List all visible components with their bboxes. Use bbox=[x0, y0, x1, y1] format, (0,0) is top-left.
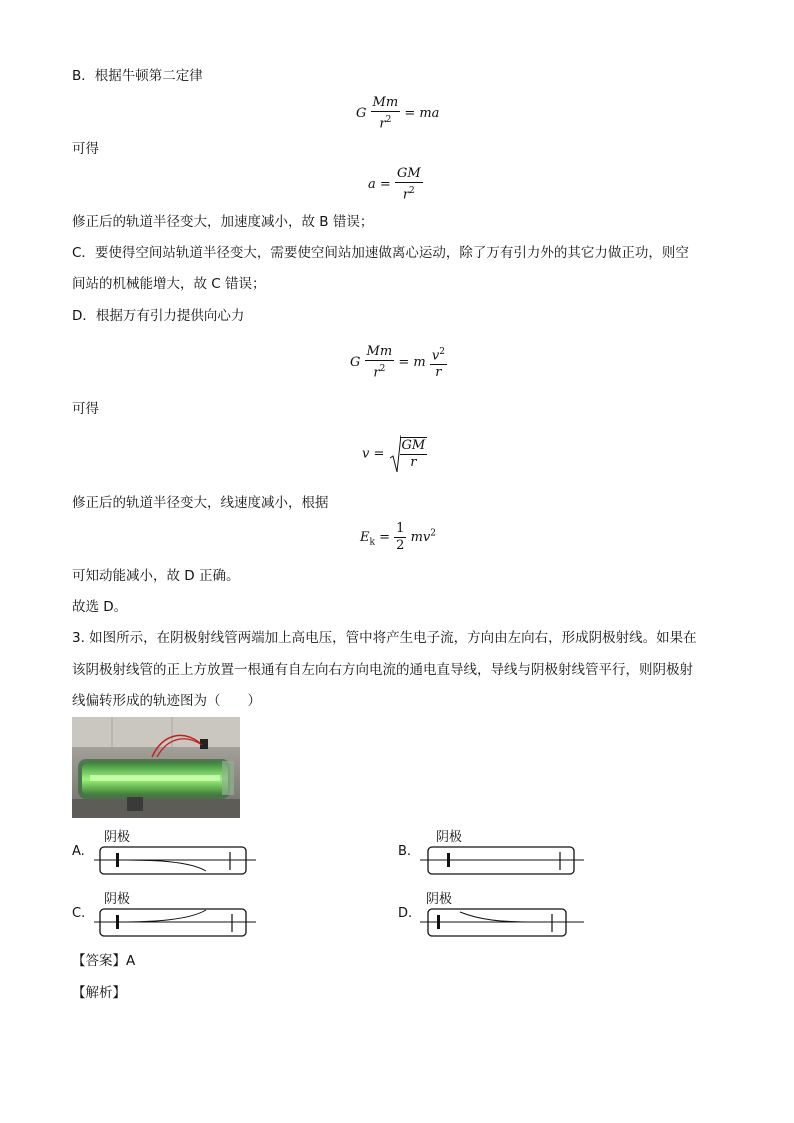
question-3-line-2: 该阴极射线管的正上方放置一根通有自左向右方向电流的通电直导线，导线与阴极射线管平行，则阴极射 bbox=[72, 662, 693, 678]
option-b-cathode-label: 阴极 bbox=[436, 830, 463, 845]
kede-text-2: 可得 bbox=[72, 401, 99, 417]
option-d-result: 可知动能减小，故 D 正确。 bbox=[72, 568, 240, 584]
option-b-tube-diagram[interactable] bbox=[420, 844, 584, 876]
fraction: $\frac{GM}{r^2}$ bbox=[396, 166, 421, 203]
option-c-line-2: 间站的机械能增大，故 C 错误； bbox=[72, 276, 266, 292]
formula-kinetic-energy: $E_k$ = $\frac{1}{2}$ $mv^2$ bbox=[360, 521, 436, 553]
analysis-heading: 【解析】 bbox=[72, 985, 126, 1001]
formula-centripetal-force: G $\frac{Mm}{r^2}$ = m $\frac{v^2}{r}$ bbox=[350, 344, 445, 381]
fraction: $\frac{1}{2}$ bbox=[396, 521, 405, 553]
option-d-label[interactable]: D. bbox=[398, 906, 413, 921]
option-d-tube-diagram[interactable] bbox=[420, 906, 584, 938]
fraction: $\frac{Mm}{r^2}$ bbox=[366, 344, 393, 381]
formula-velocity: v = $\frac{GM}{r}$ bbox=[362, 434, 427, 474]
option-b-intro: B．根据牛顿第二定律 bbox=[72, 68, 203, 84]
cathode-ray-tube-photo bbox=[72, 717, 240, 818]
formula-acceleration: a = $\frac{GM}{r^2}$ bbox=[368, 166, 421, 203]
answer-line: 【答案】A bbox=[72, 953, 136, 969]
option-a-cathode-label: 阴极 bbox=[104, 830, 131, 845]
option-b-conclusion: 修正后的轨道半径变大，加速度减小，故 B 错误； bbox=[72, 214, 374, 230]
formula-newton-second-law: G $\frac{Mm}{r^2}$ = ma bbox=[356, 95, 440, 132]
question-3-line-1: 3. 如图所示，在阴极射线管两端加上高电压，管中将产生电子流，方向由左向右，形成阴极射线。如果在 bbox=[72, 630, 697, 646]
option-d-conclusion: 修正后的轨道半径变大，线速度减小，根据 bbox=[72, 495, 329, 511]
option-c-tube-diagram[interactable] bbox=[94, 906, 256, 938]
option-d-cathode-label: 阴极 bbox=[426, 892, 453, 907]
option-c-cathode-label: 阴极 bbox=[104, 892, 131, 907]
answer-choice: 故选 D。 bbox=[72, 599, 128, 615]
option-a-tube-diagram[interactable] bbox=[94, 844, 256, 876]
fraction: $\frac{Mm}{r^2}$ bbox=[372, 95, 399, 132]
option-d-intro: D．根据万有引力提供向心力 bbox=[72, 308, 245, 324]
option-c-label[interactable]: C. bbox=[72, 906, 86, 921]
option-b-label[interactable]: B. bbox=[398, 844, 412, 859]
fraction: $\frac{v^2}{r}$ bbox=[430, 344, 447, 381]
option-c-line-1: C．要使得空间站轨道半径变大，需要使空间站加速做离心运动，除了万有引力外的其它力做正功，则空 bbox=[72, 245, 689, 261]
kede-text-1: 可得 bbox=[72, 141, 99, 157]
option-a-label[interactable]: A. bbox=[72, 844, 85, 859]
question-3-line-3: 线偏转形成的轨迹图为（ ） bbox=[72, 693, 261, 709]
fraction: $\frac{GM}{r}$ bbox=[401, 438, 426, 470]
